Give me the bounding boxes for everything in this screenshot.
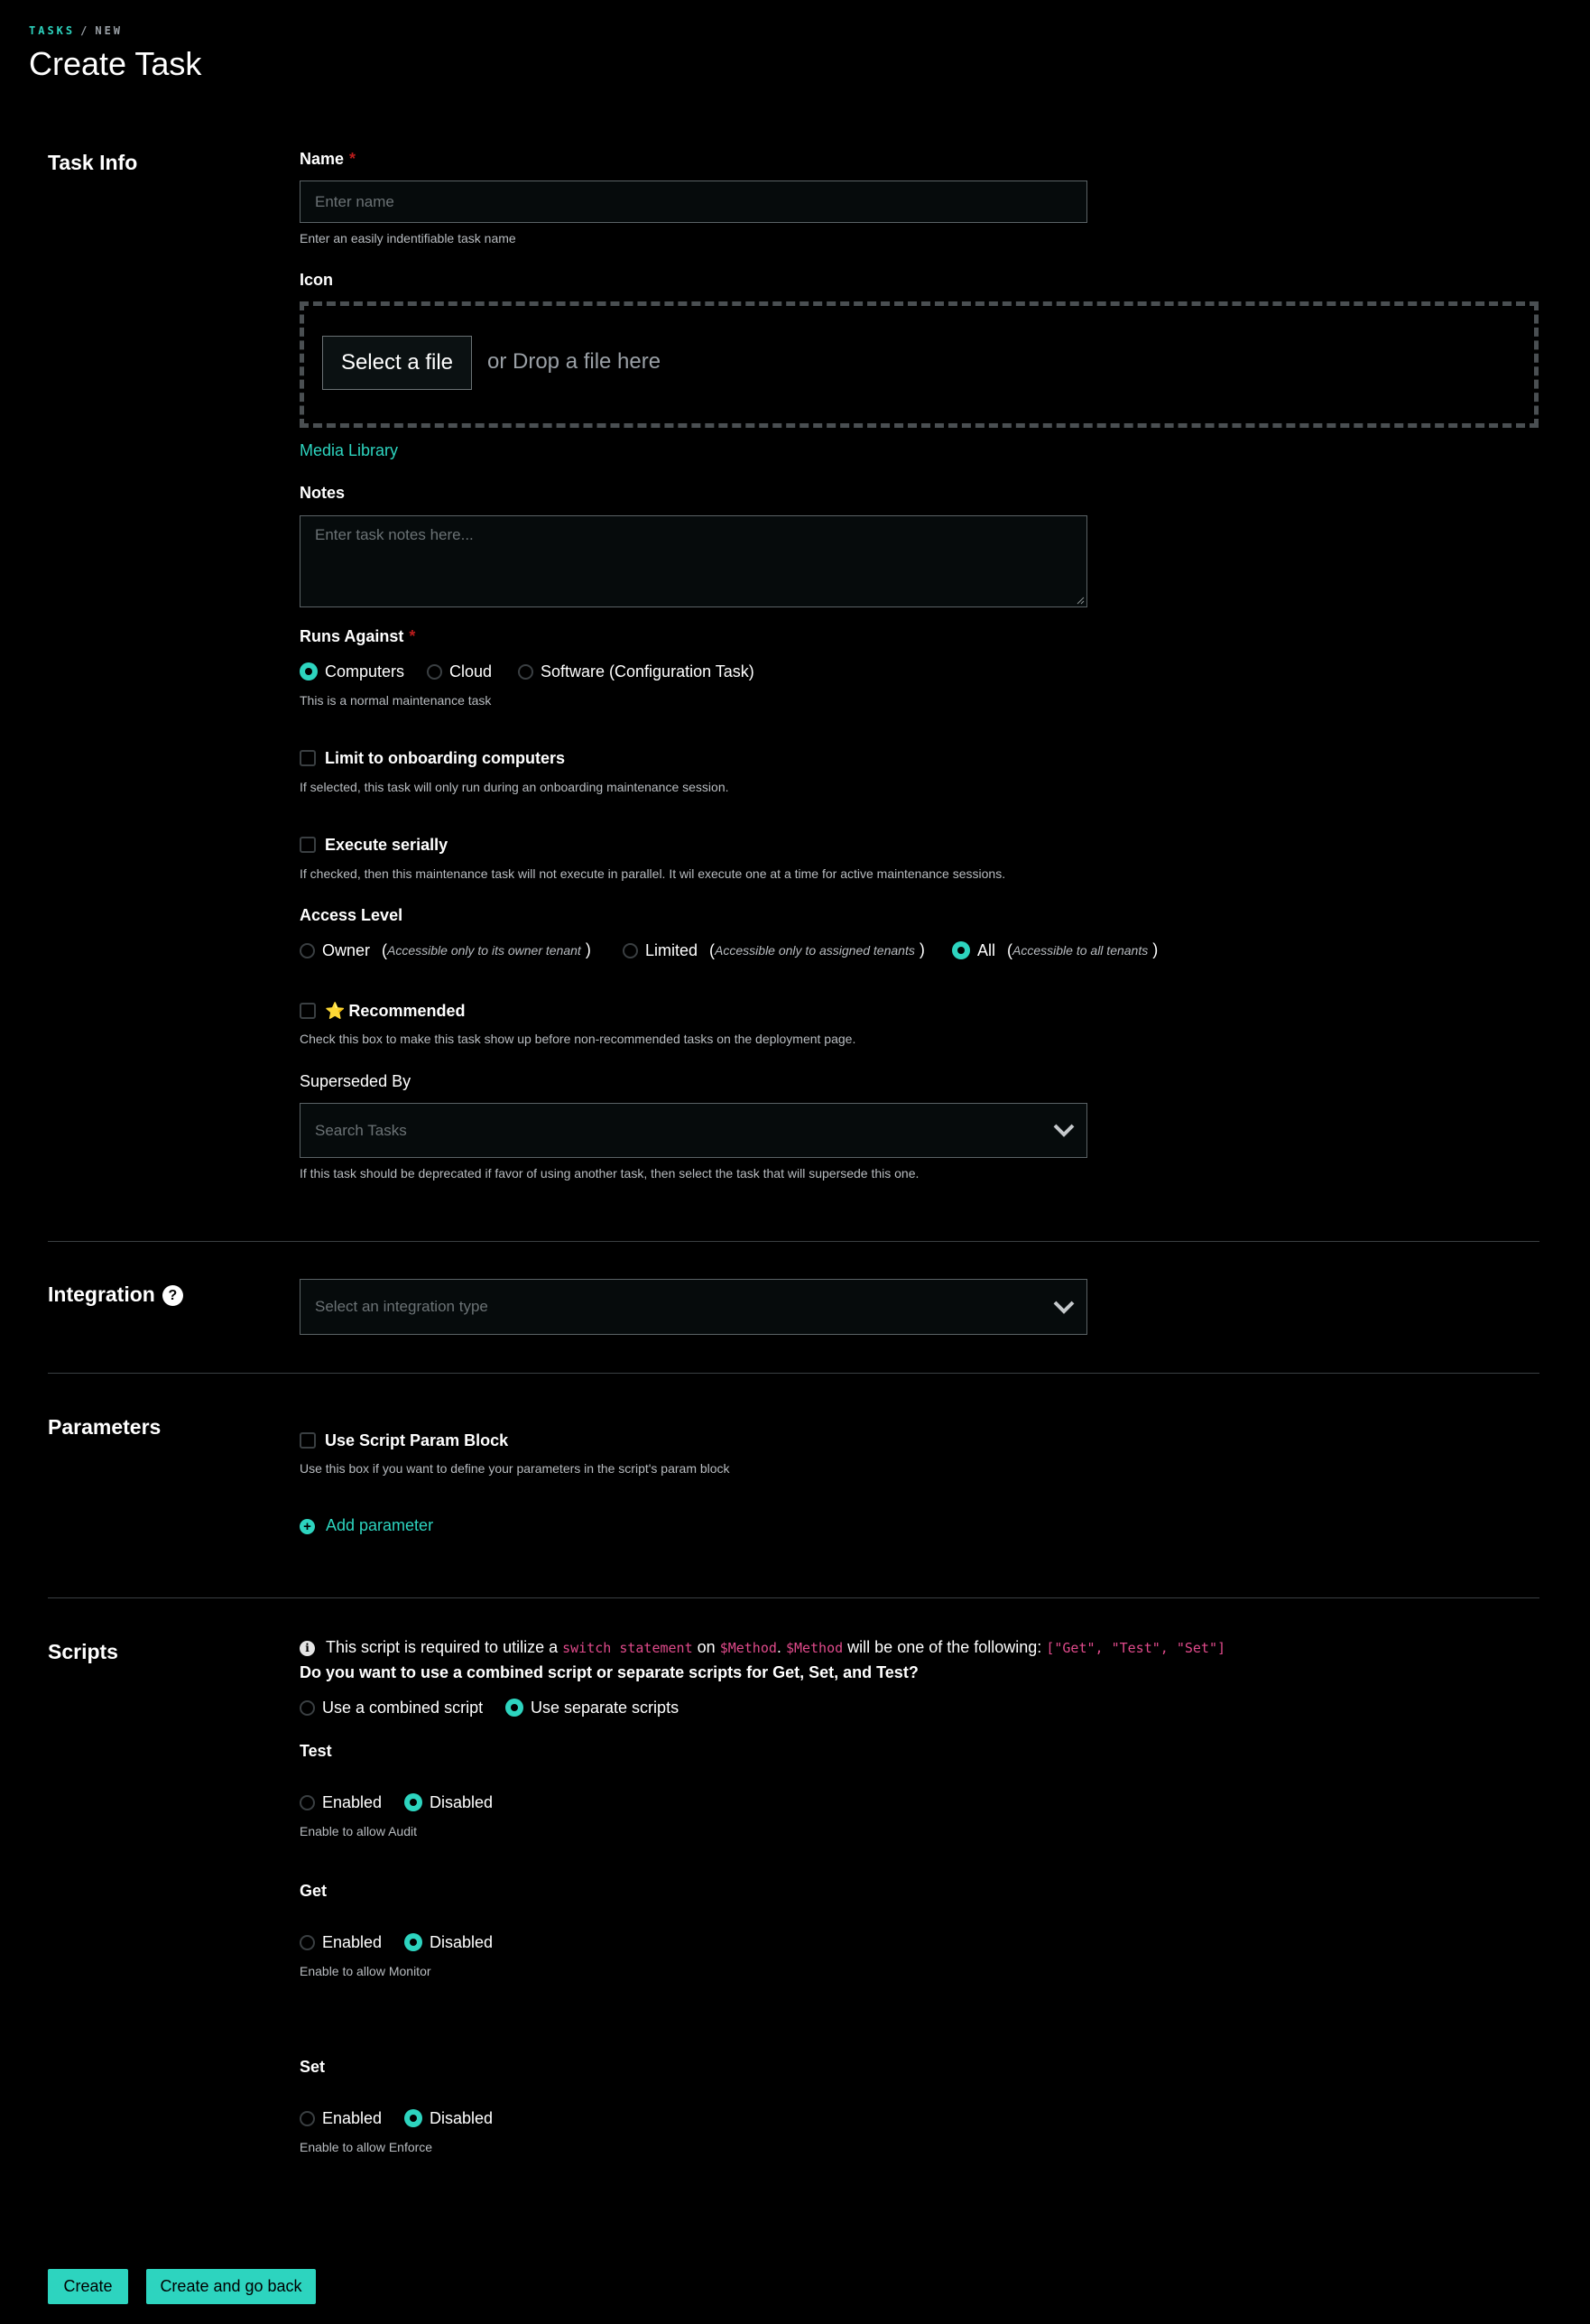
option-label: Use separate scripts: [531, 1698, 679, 1717]
option-label: Enabled: [322, 1932, 383, 1951]
runs-against-cloud[interactable]: [427, 662, 492, 681]
name-label-text: Name: [300, 150, 345, 168]
superseded-by-help: If this task should be deprecated if favor of using another task, then select the task that will supersede this one.: [300, 1166, 920, 1181]
add-parameter-button[interactable]: [300, 1516, 433, 1535]
access-level-owner[interactable]: Owner (Accessible only to its owner tenant ): [300, 940, 591, 960]
script-mode-combined[interactable]: [300, 1698, 483, 1718]
test-enabled-radio[interactable]: [300, 1792, 382, 1812]
section-divider: [48, 1373, 1539, 1374]
create-button[interactable]: Create: [48, 2269, 128, 2304]
radio-icon[interactable]: [427, 664, 442, 680]
scripts-info-line: [300, 1638, 1225, 1657]
section-divider: [48, 1597, 1539, 1598]
get-disabled-radio[interactable]: [404, 1932, 493, 1952]
select-file-button[interactable]: Select a file: [322, 336, 472, 390]
required-marker: *: [349, 150, 356, 168]
drop-file-text: or Drop a file here: [487, 349, 661, 374]
script-mode-separate[interactable]: [505, 1698, 679, 1718]
section-title-integration: [48, 1282, 183, 1307]
option-note: Accessible only to assigned tenants: [715, 943, 915, 958]
checkbox-icon[interactable]: [300, 750, 316, 766]
set-script-label: Set: [300, 2058, 326, 2076]
radio-selected-icon[interactable]: [404, 1933, 422, 1951]
section-title-task-info: Task Info: [48, 151, 138, 174]
info-text-1: This script is required to utilize a: [326, 1638, 559, 1656]
checkbox-icon[interactable]: [300, 1003, 316, 1019]
option-label: Use a combined script: [322, 1698, 484, 1717]
breadcrumb-current: NEW: [95, 24, 124, 37]
radio-icon[interactable]: [300, 2111, 315, 2126]
option-label: All: [977, 940, 996, 959]
code-method: $Method: [719, 1640, 777, 1656]
test-script-label: Test: [300, 1742, 332, 1760]
runs-against-help: This is a normal maintenance task: [300, 693, 492, 708]
execute-serially-checkbox[interactable]: [300, 835, 448, 855]
checkbox-label: Execute serially: [325, 835, 448, 854]
icon-dropzone[interactable]: [300, 301, 1539, 428]
checkbox-label: Use Script Param Block: [325, 1431, 509, 1449]
script-mode-question: Do you want to use a combined script or separate scripts for Get, Set, and Test?: [300, 1663, 919, 1681]
add-parameter-label: Add parameter: [326, 1516, 434, 1534]
required-marker: *: [409, 627, 416, 645]
info-text-3: .: [776, 1638, 781, 1656]
radio-icon[interactable]: [300, 943, 315, 958]
get-script-label: Get: [300, 1882, 328, 1900]
code-method: $Method: [785, 1640, 844, 1656]
page-title: Create Task: [29, 45, 202, 82]
set-enabled-radio[interactable]: [300, 2108, 382, 2128]
radio-icon[interactable]: [518, 664, 533, 680]
breadcrumb-separator: /: [80, 24, 90, 37]
access-level-limited[interactable]: Limited (Accessible only to assigned tenants ): [623, 940, 925, 960]
notes-placeholder: Enter task notes here...: [315, 526, 474, 543]
help-icon[interactable]: ?: [162, 1285, 183, 1306]
checkbox-icon[interactable]: [300, 837, 316, 853]
radio-selected-icon[interactable]: [952, 941, 970, 959]
checkbox-label: Recommended: [348, 1001, 466, 1020]
media-library-link[interactable]: Media Library: [300, 441, 399, 459]
chevron-down-icon[interactable]: [1052, 1122, 1076, 1138]
get-enabled-radio[interactable]: [300, 1932, 382, 1952]
test-help: Enable to allow Audit: [300, 1824, 417, 1838]
radio-icon[interactable]: [300, 1795, 315, 1810]
create-and-go-back-button[interactable]: Create and go back: [146, 2269, 316, 2304]
recommended-help: Check this box to make this task show up before non-recommended tasks on the deployment page.: [300, 1032, 856, 1046]
set-disabled-radio[interactable]: [404, 2108, 493, 2128]
limit-onboarding-checkbox[interactable]: [300, 748, 565, 768]
name-label: [300, 150, 356, 169]
checkbox-icon[interactable]: [300, 1432, 316, 1449]
limit-onboarding-help: If selected, this task will only run during an onboarding maintenance session.: [300, 780, 729, 794]
superseded-by-placeholder: Search Tasks: [315, 1122, 407, 1139]
radio-icon[interactable]: [623, 943, 638, 958]
option-label: Owner: [322, 940, 371, 959]
plus-circle-icon: +: [300, 1519, 315, 1534]
runs-against-label: [300, 627, 415, 646]
test-disabled-radio[interactable]: [404, 1792, 493, 1812]
radio-selected-icon[interactable]: [404, 2109, 422, 2127]
runs-against-software[interactable]: [518, 662, 754, 681]
info-text-2: on: [697, 1638, 716, 1656]
option-label: Disabled: [430, 1932, 494, 1951]
runs-against-label-text: Runs Against: [300, 627, 404, 645]
integration-type-select[interactable]: [300, 1279, 1087, 1335]
radio-selected-icon[interactable]: [505, 1699, 523, 1717]
section-title-parameters: Parameters: [48, 1415, 162, 1439]
option-label: Software (Configuration Task): [541, 662, 754, 681]
info-icon: i: [300, 1641, 315, 1656]
breadcrumb-tasks-link[interactable]: TASKS: [29, 24, 76, 37]
runs-against-computers[interactable]: [300, 662, 404, 681]
option-note: Accessible only to its owner tenant: [387, 943, 581, 958]
option-label: Disabled: [430, 1792, 494, 1811]
access-level-label: Access Level: [300, 906, 403, 924]
breadcrumb: [29, 24, 123, 37]
superseded-by-label: Superseded By: [300, 1072, 411, 1090]
recommended-checkbox[interactable]: [300, 1001, 465, 1021]
radio-icon[interactable]: [300, 1700, 315, 1716]
option-label: Limited: [645, 940, 698, 959]
name-help: Enter an easily indentifiable task name: [300, 231, 516, 245]
icon-label: Icon: [300, 271, 334, 289]
set-help: Enable to allow Enforce: [300, 2140, 433, 2154]
section-divider: [48, 1241, 1539, 1242]
radio-selected-icon[interactable]: [404, 1793, 422, 1811]
option-label: Enabled: [322, 2108, 383, 2127]
option-label: Computers: [325, 662, 405, 681]
option-label: Cloud: [449, 662, 493, 681]
access-level-all[interactable]: All (Accessible to all tenants ): [952, 940, 1158, 960]
option-label: Disabled: [430, 2108, 494, 2127]
chevron-down-icon[interactable]: [1052, 1299, 1076, 1315]
integration-placeholder: Select an integration type: [315, 1298, 488, 1315]
section-title-scripts: Scripts: [48, 1640, 118, 1663]
superseded-by-select[interactable]: [300, 1103, 1087, 1158]
radio-icon[interactable]: [300, 1935, 315, 1950]
code-switch-statement: switch statement: [562, 1640, 693, 1656]
code-method-values: ["Get", "Test", "Set"]: [1046, 1640, 1226, 1656]
integration-title-text: Integration: [48, 1282, 155, 1306]
checkbox-label: Limit to onboarding computers: [325, 748, 565, 767]
resize-grip-icon[interactable]: [1076, 596, 1085, 605]
option-note: Accessible to all tenants: [1012, 943, 1149, 958]
execute-serially-help: If checked, then this maintenance task will not execute in parallel. It wil execute one at a time for active maintenance sessions.: [300, 866, 1006, 881]
name-input[interactable]: Enter name: [300, 181, 1087, 223]
notes-label: Notes: [300, 484, 346, 502]
use-script-param-block-checkbox[interactable]: [300, 1431, 508, 1450]
param-block-help: Use this box if you want to define your parameters in the script's param block: [300, 1461, 730, 1476]
info-text-4: will be one of the following:: [847, 1638, 1042, 1656]
radio-selected-icon[interactable]: [300, 662, 318, 681]
notes-textarea[interactable]: [300, 515, 1087, 607]
star-icon: ⭐: [325, 1001, 346, 1020]
option-label: Enabled: [322, 1792, 383, 1811]
get-help: Enable to allow Monitor: [300, 1964, 431, 1978]
